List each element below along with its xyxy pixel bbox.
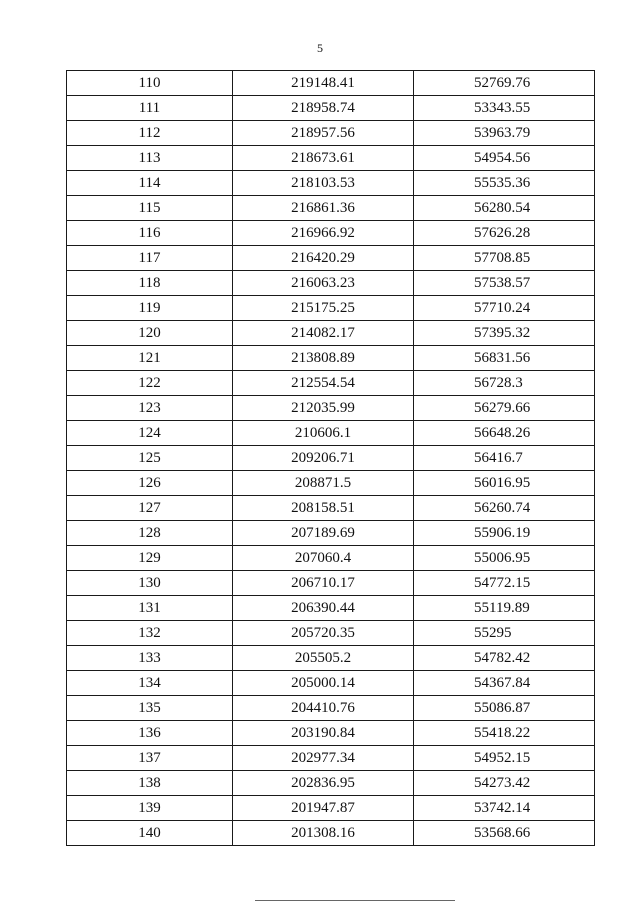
x-coordinate-cell: 216861.36: [233, 196, 414, 221]
table-row: [67, 571, 595, 596]
y-coordinate-cell: 55119.89: [414, 596, 595, 621]
x-coordinate-cell: 218103.53: [233, 171, 414, 196]
point-number-cell: 112: [67, 121, 233, 146]
x-coordinate-cell: 215175.25: [233, 296, 414, 321]
y-coordinate-cell: 53742.14: [414, 796, 595, 821]
y-coordinate-cell: 54782.42: [414, 646, 595, 671]
x-coordinate-cell: 219148.41: [233, 71, 414, 96]
x-coordinate-cell: 216063.23: [233, 271, 414, 296]
table-row: [67, 771, 595, 796]
x-coordinate-cell: 212035.99: [233, 396, 414, 421]
x-coordinate-cell: 206710.17: [233, 571, 414, 596]
x-coordinate-cell: 218673.61: [233, 146, 414, 171]
page-number: 5: [317, 41, 323, 55]
y-coordinate-cell: 56728.3: [414, 371, 595, 396]
point-number-cell: 131: [67, 596, 233, 621]
y-coordinate-cell: 56831.56: [414, 346, 595, 371]
y-coordinate-cell: 57538.57: [414, 271, 595, 296]
point-number-cell: 123: [67, 396, 233, 421]
point-number-cell: 129: [67, 546, 233, 571]
x-coordinate-cell: 207060.4: [233, 546, 414, 571]
table-row: [67, 596, 595, 621]
y-coordinate-cell: 56648.26: [414, 421, 595, 446]
x-coordinate-cell: 213808.89: [233, 346, 414, 371]
x-coordinate-cell: 209206.71: [233, 446, 414, 471]
point-number-cell: 116: [67, 221, 233, 246]
point-number-cell: 121: [67, 346, 233, 371]
point-number-cell: 128: [67, 521, 233, 546]
point-number-cell: 117: [67, 246, 233, 271]
point-number-cell: 119: [67, 296, 233, 321]
table-row: [67, 96, 595, 121]
table-body: [67, 71, 595, 846]
y-coordinate-cell: 55535.36: [414, 171, 595, 196]
table-row: [67, 471, 595, 496]
y-coordinate-cell: 54367.84: [414, 671, 595, 696]
x-coordinate-cell: 203190.84: [233, 721, 414, 746]
y-coordinate-cell: 56016.95: [414, 471, 595, 496]
point-number-cell: 125: [67, 446, 233, 471]
y-coordinate-cell: 53568.66: [414, 821, 595, 846]
table-row: [67, 821, 595, 846]
table-row: [67, 196, 595, 221]
x-coordinate-cell: 205720.35: [233, 621, 414, 646]
x-coordinate-cell: 205000.14: [233, 671, 414, 696]
y-coordinate-cell: 54954.56: [414, 146, 595, 171]
table-row: [67, 271, 595, 296]
point-number-cell: 130: [67, 571, 233, 596]
table-row: [67, 546, 595, 571]
table-row: [67, 346, 595, 371]
point-number-cell: 113: [67, 146, 233, 171]
table-row: [67, 696, 595, 721]
table-row: [67, 446, 595, 471]
y-coordinate-cell: 54952.15: [414, 746, 595, 771]
y-coordinate-cell: 53963.79: [414, 121, 595, 146]
table-row: [67, 246, 595, 271]
table-row: [67, 521, 595, 546]
table-row: [67, 371, 595, 396]
y-coordinate-cell: 57395.32: [414, 321, 595, 346]
point-number-cell: 122: [67, 371, 233, 396]
x-coordinate-cell: 218958.74: [233, 96, 414, 121]
point-number-cell: 110: [67, 71, 233, 96]
table-row: [67, 796, 595, 821]
point-number-cell: 136: [67, 721, 233, 746]
table-row: [67, 321, 595, 346]
x-coordinate-cell: 205505.2: [233, 646, 414, 671]
y-coordinate-cell: 52769.76: [414, 71, 595, 96]
table-row: [67, 71, 595, 96]
x-coordinate-cell: 201947.87: [233, 796, 414, 821]
table-row: [67, 121, 595, 146]
point-number-cell: 127: [67, 496, 233, 521]
table-row: [67, 746, 595, 771]
y-coordinate-cell: 54273.42: [414, 771, 595, 796]
point-number-cell: 135: [67, 696, 233, 721]
y-coordinate-cell: 55295: [414, 621, 595, 646]
point-number-cell: 134: [67, 671, 233, 696]
footer-divider: [255, 900, 455, 901]
y-coordinate-cell: 55418.22: [414, 721, 595, 746]
y-coordinate-cell: 53343.55: [414, 96, 595, 121]
x-coordinate-cell: 202836.95: [233, 771, 414, 796]
y-coordinate-cell: 57710.24: [414, 296, 595, 321]
y-coordinate-cell: 57708.85: [414, 246, 595, 271]
table-row: [67, 671, 595, 696]
point-number-cell: 120: [67, 321, 233, 346]
table-row: [67, 221, 595, 246]
table-row: [67, 171, 595, 196]
x-coordinate-cell: 212554.54: [233, 371, 414, 396]
y-coordinate-cell: 54772.15: [414, 571, 595, 596]
x-coordinate-cell: 218957.56: [233, 121, 414, 146]
table-row: [67, 146, 595, 171]
x-coordinate-cell: 214082.17: [233, 321, 414, 346]
table-row: [67, 296, 595, 321]
x-coordinate-cell: 216420.29: [233, 246, 414, 271]
point-number-cell: 111: [67, 96, 233, 121]
y-coordinate-cell: 56416.7: [414, 446, 595, 471]
x-coordinate-cell: 204410.76: [233, 696, 414, 721]
x-coordinate-cell: 207189.69: [233, 521, 414, 546]
x-coordinate-cell: 202977.34: [233, 746, 414, 771]
x-coordinate-cell: 216966.92: [233, 221, 414, 246]
x-coordinate-cell: 201308.16: [233, 821, 414, 846]
y-coordinate-cell: 57626.28: [414, 221, 595, 246]
y-coordinate-cell: 56260.74: [414, 496, 595, 521]
table-row: [67, 496, 595, 521]
point-number-cell: 124: [67, 421, 233, 446]
y-coordinate-cell: 56279.66: [414, 396, 595, 421]
point-number-cell: 132: [67, 621, 233, 646]
x-coordinate-cell: 206390.44: [233, 596, 414, 621]
table-row: [67, 646, 595, 671]
point-number-cell: 139: [67, 796, 233, 821]
point-number-cell: 138: [67, 771, 233, 796]
y-coordinate-cell: 56280.54: [414, 196, 595, 221]
table-row: [67, 396, 595, 421]
table-row: [67, 421, 595, 446]
point-number-cell: 133: [67, 646, 233, 671]
y-coordinate-cell: 55086.87: [414, 696, 595, 721]
point-number-cell: 114: [67, 171, 233, 196]
point-number-cell: 126: [67, 471, 233, 496]
point-number-cell: 140: [67, 821, 233, 846]
x-coordinate-cell: 208871.5: [233, 471, 414, 496]
coordinate-table: [66, 70, 595, 846]
y-coordinate-cell: 55006.95: [414, 546, 595, 571]
point-number-cell: 118: [67, 271, 233, 296]
point-number-cell: 137: [67, 746, 233, 771]
table-row: [67, 721, 595, 746]
table-row: [67, 621, 595, 646]
y-coordinate-cell: 55906.19: [414, 521, 595, 546]
point-number-cell: 115: [67, 196, 233, 221]
x-coordinate-cell: 208158.51: [233, 496, 414, 521]
x-coordinate-cell: 210606.1: [233, 421, 414, 446]
